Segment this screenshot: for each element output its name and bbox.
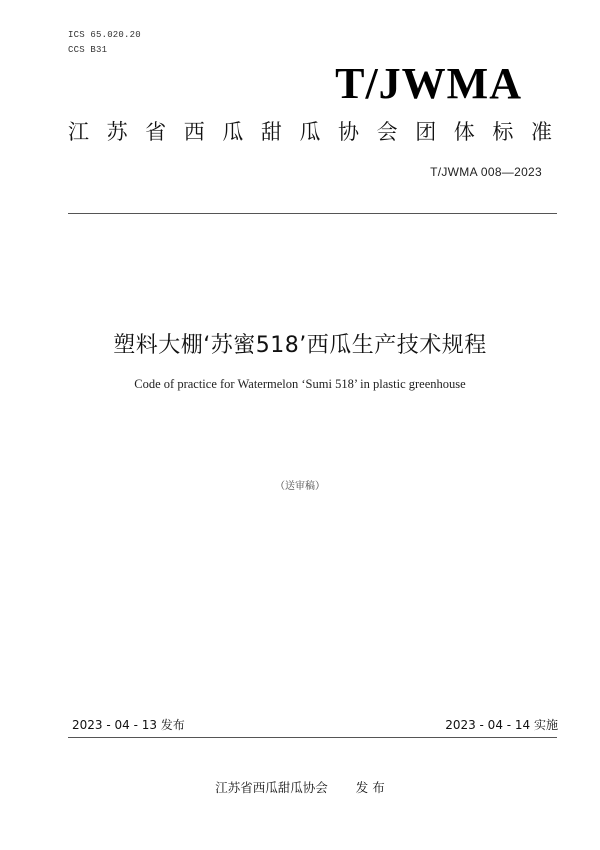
- standard-type-char: 体: [453, 120, 475, 144]
- standard-type-char: 准: [530, 120, 552, 144]
- footer-divider: [68, 737, 557, 738]
- standard-type-char: 瓜: [299, 120, 321, 144]
- publisher-line: [0, 778, 600, 796]
- draft-status-label: （送审稿）: [275, 481, 325, 492]
- document-title-en: Code of practice for Watermelon ‘Sumi 518’ in plastic greenhouse: [134, 377, 466, 391]
- standard-type-char: 标: [492, 120, 514, 144]
- standard-type-char: 西: [183, 120, 205, 144]
- standard-type-char: 甜: [260, 120, 282, 144]
- publisher-name: 江苏省西瓜甜瓜协会: [215, 780, 328, 795]
- ccs-code: CCS B31: [68, 45, 108, 55]
- standard-org-code: T/JWMA: [335, 59, 522, 108]
- ics-code: ICS 65.020.20: [68, 30, 141, 40]
- standard-type-char: 江: [68, 120, 89, 144]
- publisher-action: 发 布: [355, 780, 385, 795]
- standard-type-char: 省: [145, 120, 167, 144]
- implementation-date: 2023 - 04 - 14 实施: [445, 718, 558, 732]
- standard-type-title: [68, 116, 552, 146]
- standard-type-char: 瓜: [222, 120, 244, 144]
- header-divider: [68, 213, 557, 214]
- standard-type-char: 会: [376, 120, 398, 144]
- document-title-zh: 塑料大棚‘苏蜜518’西瓜生产技术规程: [113, 333, 487, 358]
- standard-type-char: 协: [338, 120, 360, 144]
- standard-number: T/JWMA 008—2023: [430, 165, 542, 179]
- standard-type-char: 团: [415, 120, 437, 144]
- standard-type-char: 苏: [106, 120, 128, 144]
- issue-date: 2023 - 04 - 13 发布: [72, 718, 185, 732]
